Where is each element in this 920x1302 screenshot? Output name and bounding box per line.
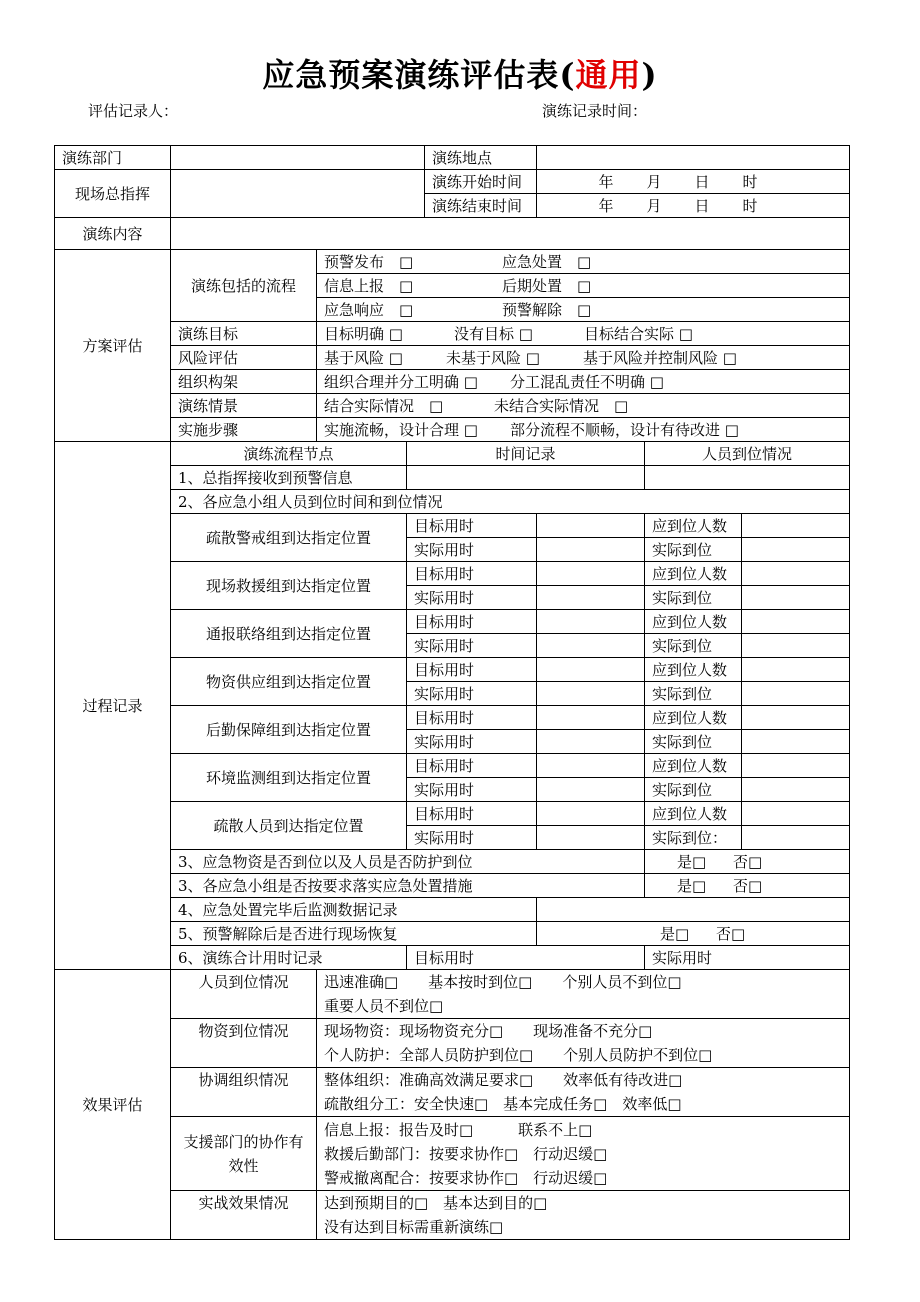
should-count-value[interactable] [742,706,850,730]
item-materials: 3、应急物资是否到位以及人员是否防护到位 [171,850,645,874]
goal-label: 演练目标 [171,322,317,346]
group-name: 后勤保障组到达指定位置 [171,706,407,754]
effect-support-options[interactable]: 信息上报：报告及时□ 联系不上□ 救援后勤部门：按要求协作□ 行动迟缓□ 警戒撤离配合：按要求协作□ 行动迟缓□ [317,1117,850,1191]
title-highlight: 通用 [575,56,642,94]
scenario-options[interactable]: 结合实际情况 □ 未结合实际情况 □ [317,394,850,418]
item-recovery-answer[interactable]: 是□ 否□ [537,922,850,946]
target-time-label: 目标用时 [407,658,537,682]
item-group-arrival: 2、各应急小组人员到位时间和到位情况 [171,490,850,514]
target-time-value[interactable] [537,610,645,634]
group-name: 通报联络组到达指定位置 [171,610,407,658]
actual-time-value[interactable] [537,634,645,658]
target-time-value[interactable] [537,562,645,586]
actual-arrive-value[interactable] [742,538,850,562]
item-measures-answer[interactable]: 是□ 否□ [645,874,850,898]
actual-arrive-label: 实际到位： [645,826,742,850]
evaluation-table [54,145,850,1240]
actual-time-label: 实际用时 [407,586,537,610]
target-time-value[interactable] [537,754,645,778]
actual-time-label: 实际用时 [407,682,537,706]
process-row[interactable]: 信息上报 □ 后期处置 □ [317,274,850,298]
target-time-label: 目标用时 [407,802,537,826]
actual-time-value[interactable] [537,586,645,610]
effect-section-label: 效果评估 [55,970,171,1240]
should-count-value[interactable] [742,562,850,586]
commander-value[interactable] [171,170,425,218]
actual-arrive-label: 实际到位 [645,586,742,610]
target-time-value[interactable] [537,514,645,538]
actual-time-label: 实际用时 [407,538,537,562]
item-receive-staff[interactable] [645,466,850,490]
effect-staff-options[interactable]: 迅速准确□ 基本按时到位□ 个别人员不到位□ 重要人员不到位□ [317,970,850,1019]
actual-time-value[interactable] [537,730,645,754]
should-count-label: 应到位人数 [645,562,742,586]
steps-label: 实施步骤 [171,418,317,442]
org-options[interactable]: 组织合理并分工明确 □ 分工混乱责任不明确 □ [317,370,850,394]
dept-label: 演练部门 [55,146,171,170]
total-actual-time-label: 实际用时 [645,946,850,970]
risk-label: 风险评估 [171,346,317,370]
org-label: 组织构架 [171,370,317,394]
actual-arrive-label: 实际到位 [645,730,742,754]
actual-arrive-value[interactable] [742,730,850,754]
actual-time-value[interactable] [537,826,645,850]
actual-time-label: 实际用时 [407,778,537,802]
effect-support-label: 支援部门的协作有效性 [171,1117,317,1191]
scenario-label: 演练情景 [171,394,317,418]
target-time-value[interactable] [537,802,645,826]
group-name: 物资供应组到达指定位置 [171,658,407,706]
actual-arrive-value[interactable] [742,826,850,850]
plan-section-label: 方案评估 [55,250,171,442]
group-name: 疏散人员到达指定位置 [171,802,407,850]
end-time-value[interactable]: 年 月 日 时 [537,194,850,218]
actual-arrive-value[interactable] [742,586,850,610]
actual-time-label: 实际用时 [407,634,537,658]
steps-options[interactable]: 实施流畅，设计合理 □ 部分流程不顺畅，设计有待改进 □ [317,418,850,442]
actual-time-label: 实际用时 [407,826,537,850]
actual-arrive-label: 实际到位 [645,634,742,658]
actual-time-value[interactable] [537,778,645,802]
target-time-value[interactable] [537,706,645,730]
should-count-value[interactable] [742,658,850,682]
actual-arrive-value[interactable] [742,634,850,658]
effect-result-label: 实战效果情况 [171,1191,317,1240]
process-label: 演练包括的流程 [171,250,317,322]
should-count-label: 应到位人数 [645,754,742,778]
start-time-value[interactable]: 年 月 日 时 [537,170,850,194]
item-measures: 3、各应急小组是否按要求落实应急处置措施 [171,874,645,898]
page-title: 应急预案演练评估表(通用) [262,56,658,94]
group-name: 环境监测组到达指定位置 [171,754,407,802]
group-name: 疏散警戒组到达指定位置 [171,514,407,562]
item-total-time: 6、演练合计用时记录 [171,946,407,970]
record-time-label: 演练记录时间： [542,102,648,120]
effect-coordination-options[interactable]: 整体组织：准确高效满足要求□ 效率低有待改进□ 疏散组分工：安全快速□ 基本完成任务□ 效率低□ [317,1068,850,1117]
target-time-label: 目标用时 [407,706,537,730]
actual-arrive-value[interactable] [742,682,850,706]
actual-arrive-label: 实际到位 [645,538,742,562]
actual-time-label: 实际用时 [407,730,537,754]
actual-arrive-value[interactable] [742,778,850,802]
should-count-value[interactable] [742,514,850,538]
effect-coordination-label: 协调组织情况 [171,1068,317,1117]
header-node: 演练流程节点 [171,442,407,466]
item-materials-answer[interactable]: 是□ 否□ [645,850,850,874]
should-count-value[interactable] [742,802,850,826]
end-time-label: 演练结束时间 [425,194,537,218]
item-receive-alert: 1、总指挥接收到预警信息 [171,466,407,490]
should-count-label: 应到位人数 [645,514,742,538]
actual-arrive-label: 实际到位 [645,778,742,802]
effect-material-options[interactable]: 现场物资：现场物资充分□ 现场准备不充分□ 个人防护：全部人员防护到位□ 个别人员防护不到位□ [317,1019,850,1068]
effect-staff-label: 人员到位情况 [171,970,317,1019]
process-row[interactable]: 预警发布 □ 应急处置 □ [317,250,850,274]
target-time-label: 目标用时 [407,754,537,778]
target-time-label: 目标用时 [407,610,537,634]
target-time-label: 目标用时 [407,562,537,586]
should-count-label: 应到位人数 [645,706,742,730]
actual-time-value[interactable] [537,538,645,562]
header-staff: 人员到位情况 [645,442,850,466]
target-time-value[interactable] [537,658,645,682]
location-label: 演练地点 [425,146,537,170]
should-count-value[interactable] [742,610,850,634]
risk-options[interactable]: 基于风险 □ 未基于风险 □ 基于风险并控制风险 □ [317,346,850,370]
target-time-label: 目标用时 [407,514,537,538]
effect-result-options[interactable]: 达到预期目的□ 基本达到目的□ 没有达到目标需重新演练□ [317,1191,850,1240]
location-value[interactable] [537,146,850,170]
effect-material-label: 物资到位情况 [171,1019,317,1068]
should-count-label: 应到位人数 [645,610,742,634]
commander-label: 现场总指挥 [55,170,171,218]
content-label: 演练内容 [55,218,171,250]
should-count-label: 应到位人数 [645,802,742,826]
dept-value[interactable] [171,146,425,170]
start-time-label: 演练开始时间 [425,170,537,194]
should-count-value[interactable] [742,754,850,778]
process-section-label: 过程记录 [55,442,171,970]
actual-arrive-label: 实际到位 [645,682,742,706]
item-receive-time[interactable] [407,466,645,490]
goal-options[interactable]: 目标明确 □ 没有目标 □ 目标结合实际 □ [317,322,850,346]
item-recovery: 5、预警解除后是否进行现场恢复 [171,922,537,946]
content-value[interactable] [171,218,850,250]
process-row[interactable]: 应急响应 □ 预警解除 □ [317,298,850,322]
actual-time-value[interactable] [537,682,645,706]
recorder-label: 评估记录人： [88,102,179,120]
item-monitoring-value[interactable] [537,898,850,922]
total-target-time-label: 目标用时 [407,946,645,970]
header-time: 时间记录 [407,442,645,466]
group-name: 现场救援组到达指定位置 [171,562,407,610]
item-monitoring: 4、应急处置完毕后监测数据记录 [171,898,537,922]
should-count-label: 应到位人数 [645,658,742,682]
